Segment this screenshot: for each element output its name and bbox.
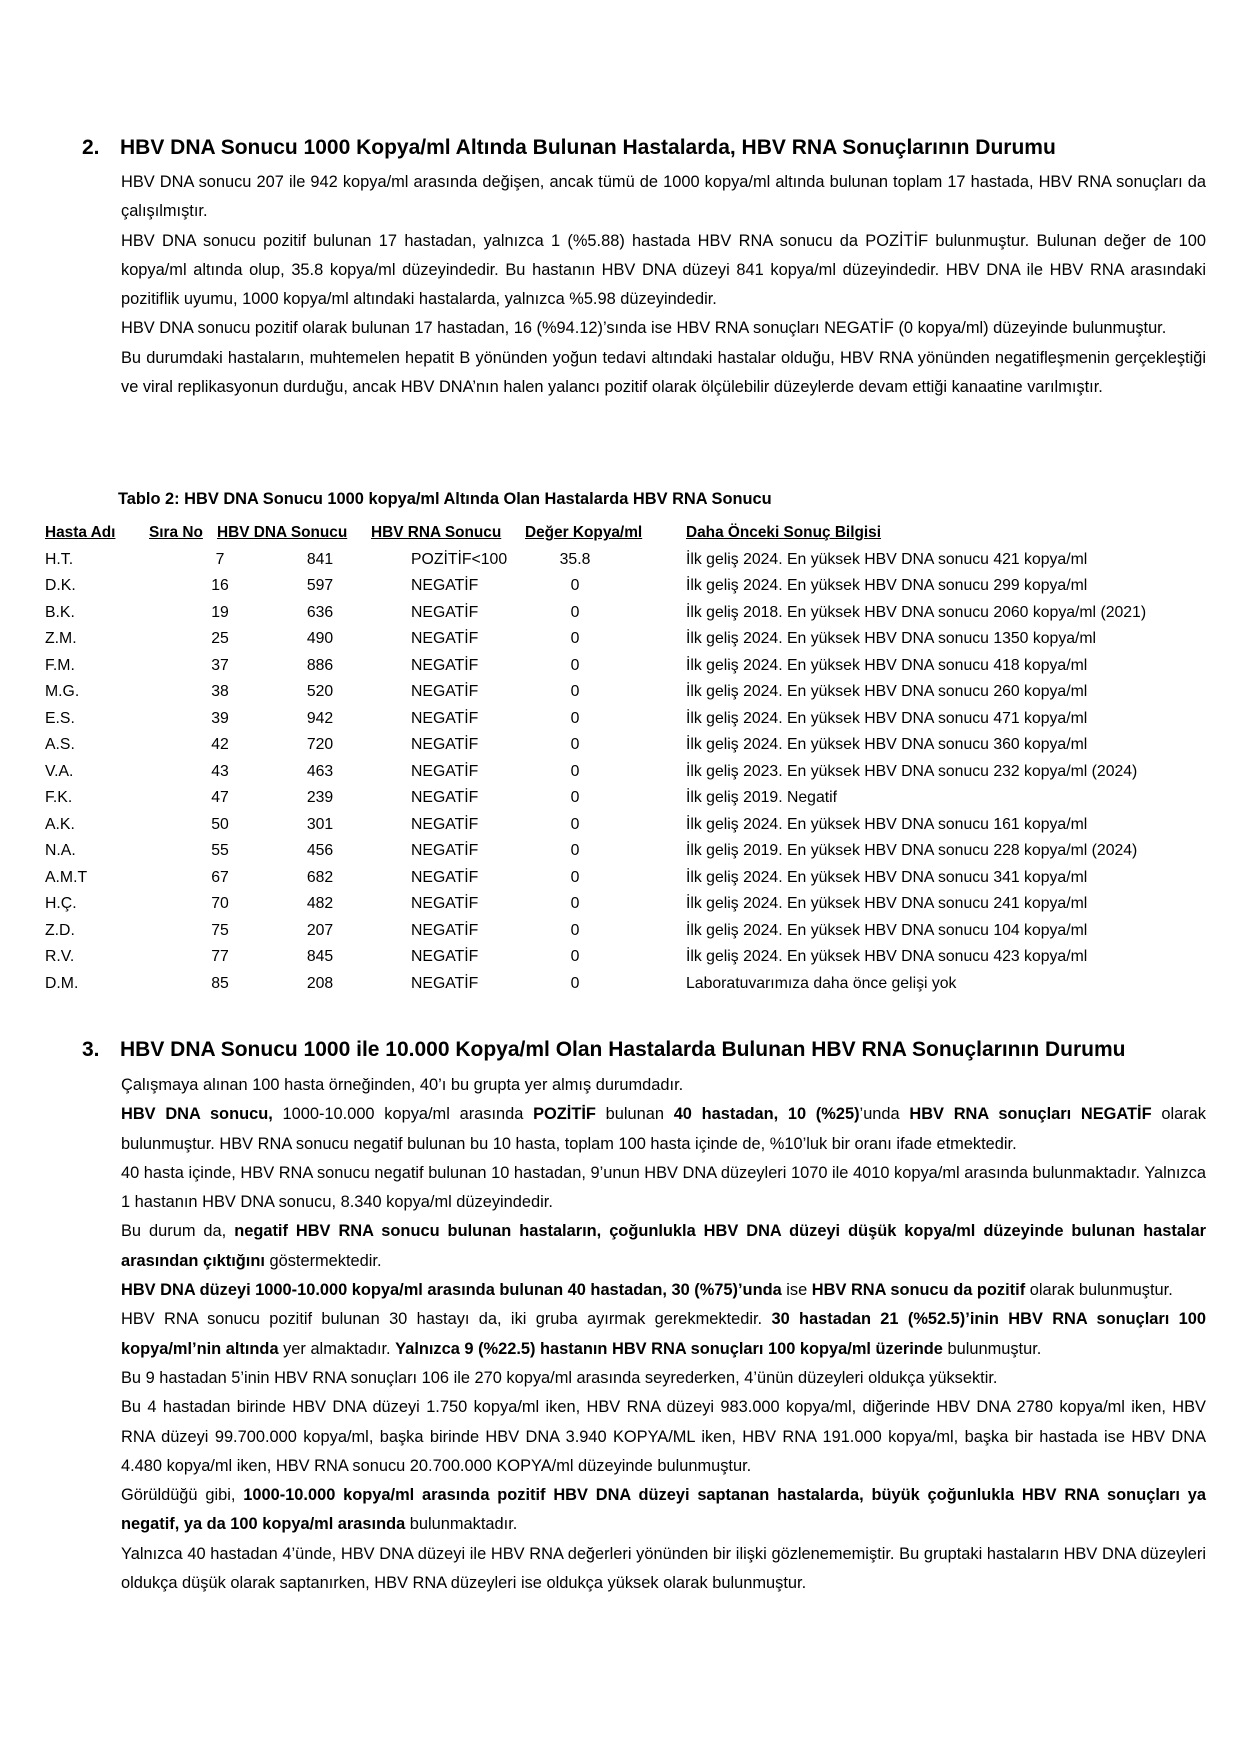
cell-onceki-sonuc: İlk geliş 2023. En yüksek HBV DNA sonucu 232 kopya/ml (2024) [686, 762, 1138, 780]
cell-hbv-rna: NEGATİF [411, 603, 479, 621]
cell-hbv-dna: 886 [306, 656, 334, 674]
cell-sira-no: 47 [211, 789, 229, 806]
cell-hbv-rna: NEGATİF [411, 789, 479, 806]
section-2-heading [82, 136, 1056, 160]
cell-hasta-adi: F.M. [45, 656, 75, 674]
bold-text: HBV DNA sonucu, [121, 1105, 273, 1124]
cell-deger: 0 [570, 868, 580, 886]
cell-hasta-adi: M.G. [45, 683, 80, 700]
table-row [45, 838, 1225, 865]
cell-onceki-sonuc: İlk geliş 2024. En yüksek HBV DNA sonucu 1350 kopya/ml [686, 630, 1097, 647]
cell-deger: 35.8 [559, 550, 591, 568]
cell-hbv-rna: NEGATİF [411, 577, 479, 594]
cell-sira-no: 77 [211, 948, 229, 965]
table-row [45, 547, 1225, 574]
table-header-row [45, 520, 1225, 547]
table-row [45, 653, 1225, 680]
cell-onceki-sonuc: İlk geliş 2024. En yüksek HBV DNA sonucu 104 kopya/ml [686, 921, 1088, 939]
cell-hbv-rna: NEGATİF [411, 630, 479, 647]
cell-deger: 0 [570, 577, 580, 594]
cell-hasta-adi: A.M.T [45, 868, 88, 886]
section-3-paragraph [121, 1305, 1206, 1364]
cell-hbv-dna: 456 [306, 842, 334, 859]
section-3-number: 3. [82, 1038, 100, 1061]
cell-hasta-adi: D.K. [45, 577, 76, 594]
cell-onceki-sonuc: İlk geliş 2019. En yüksek HBV DNA sonucu 228 kopya/ml (2024) [686, 842, 1138, 859]
cell-sira-no: 55 [211, 842, 229, 859]
cell-hasta-adi: A.S. [45, 736, 75, 753]
section-3-body [121, 1071, 1206, 1598]
section-3-paragraph [121, 1100, 1206, 1159]
cell-deger: 0 [570, 656, 580, 674]
cell-hasta-adi: H.Ç. [45, 895, 77, 912]
header-hasta-adi: Hasta Adı [45, 524, 116, 541]
table-body [45, 547, 1225, 998]
text-run: HBV RNA sonucu pozitif bulunan 30 hastayı da, iki gruba ayırmak gerekmektedir. [121, 1310, 772, 1329]
cell-hbv-dna: 482 [306, 895, 334, 912]
table-row [45, 600, 1225, 627]
cell-sira-no: 16 [211, 577, 229, 594]
text-run: olarak bulunmuştur. HBV RNA sonucu negatif bulunan bu 10 hasta, toplam 100 hasta içinde de, %10’luk bir oranı ifade etmektedir. [121, 1105, 1206, 1153]
cell-hbv-rna: NEGATİF [411, 736, 479, 753]
table-row [45, 679, 1225, 706]
cell-sira-no: 39 [211, 709, 229, 727]
cell-sira-no: 75 [211, 921, 229, 939]
cell-sira-no: 38 [211, 683, 229, 700]
table-row [45, 891, 1225, 918]
section-3-paragraph: Bu 9 hastadan 5’inin HBV RNA sonuçları 106 ile 270 kopya/ml arasında seyrederken, 4’ünün düzeyleri oldukça yüksektir. [121, 1368, 998, 1387]
table-row [45, 759, 1225, 786]
text-run: ise [781, 1281, 812, 1300]
cell-hbv-rna: NEGATİF [411, 656, 479, 674]
cell-onceki-sonuc: İlk geliş 2024. En yüksek HBV DNA sonucu 471 kopya/ml [686, 709, 1088, 727]
cell-hbv-dna: 597 [306, 577, 334, 594]
table-row [45, 971, 1225, 998]
cell-onceki-sonuc: İlk geliş 2024. En yüksek HBV DNA sonucu 241 kopya/ml [686, 895, 1088, 912]
cell-sira-no: 70 [211, 895, 229, 912]
cell-hbv-dna: 682 [306, 868, 334, 886]
cell-onceki-sonuc: İlk geliş 2024. En yüksek HBV DNA sonucu 418 kopya/ml [686, 656, 1088, 674]
cell-sira-no: 85 [211, 974, 229, 992]
bold-text: 40 hastadan, 10 (%25) [673, 1105, 860, 1124]
cell-hbv-dna: 239 [306, 789, 334, 806]
cell-hbv-rna: NEGATİF [411, 948, 479, 965]
cell-hbv-rna: NEGATİF [411, 683, 479, 700]
section-2-paragraph: HBV DNA sonucu 207 ile 942 kopya/ml arasında değişen, ancak tümü de 1000 kopya/ml altında bulunan toplam 17 hastada, HBV RNA sonuçları da çalışılmıştır. [121, 173, 1206, 221]
section-2-title: HBV DNA Sonucu 1000 Kopya/ml Altında Bulunan Hastalarda, HBV RNA Sonuçlarının Durumu [120, 136, 1056, 159]
table-row [45, 812, 1225, 839]
cell-hbv-rna: NEGATİF [411, 709, 479, 727]
cell-hasta-adi: Z.D. [45, 921, 75, 939]
cell-onceki-sonuc: İlk geliş 2024. En yüksek HBV DNA sonucu 299 kopya/ml [686, 577, 1088, 594]
cell-hasta-adi: V.A. [45, 762, 74, 780]
section-3-paragraph [121, 1481, 1206, 1540]
table-row [45, 918, 1225, 945]
cell-hasta-adi: F.K. [45, 789, 73, 806]
cell-hbv-rna: NEGATİF [411, 868, 479, 886]
table-row [45, 944, 1225, 971]
cell-hbv-dna: 207 [306, 921, 334, 939]
table-row [45, 865, 1225, 892]
cell-deger: 0 [570, 842, 580, 859]
text-run: Görüldüğü gibi, [121, 1486, 244, 1505]
cell-deger: 0 [570, 709, 580, 727]
cell-onceki-sonuc: İlk geliş 2024. En yüksek HBV DNA sonucu 423 kopya/ml [686, 948, 1088, 965]
section-2-number: 2. [82, 136, 100, 159]
cell-sira-no: 42 [211, 736, 229, 753]
cell-sira-no: 25 [211, 630, 229, 647]
section-2-paragraph: HBV DNA sonucu pozitif bulunan 17 hastadan, yalnızca 1 (%5.88) hastada HBV RNA sonucu da POZİTİF bulunmuştur. Bulunan değer de 100 kopya/ml altında olup, 35.8 kopya/ml düzeyindedir. Bu hastanın HBV DNA düzeyi 841 kopya/ml düzeyindedir. HBV DNA ile HBV RNA arasındaki pozitiflik uyumu, 1000 kopya/ml altındaki hastalarda, yalnızca %5.98 düzeyindedir. [121, 231, 1206, 309]
cell-deger: 0 [570, 895, 580, 912]
bold-text: negatif HBV RNA sonucu bulunan hastaların, çoğunlukla HBV DNA düzeyi düşük kopya/ml düzeyinde bulunan hastalar arasından çıktığını [121, 1222, 1206, 1270]
text-run: Bu durum da, [121, 1222, 235, 1241]
cell-deger: 0 [570, 974, 580, 992]
bold-text: HBV RNA sonucu da pozitif [811, 1281, 1026, 1300]
cell-deger: 0 [570, 921, 580, 939]
text-run: bulunan [595, 1105, 674, 1124]
text-run: yer almaktadır. [278, 1339, 396, 1358]
cell-hasta-adi: B.K. [45, 603, 75, 621]
cell-hasta-adi: N.A. [45, 842, 76, 859]
cell-hasta-adi: A.K. [45, 815, 75, 833]
cell-deger: 0 [570, 630, 580, 647]
section-3-paragraph: Yalnızca 40 hastadan 4’ünde, HBV DNA düzeyi ile HBV RNA değerleri yönünden bir ilişki gözlenememiştir. Bu gruptaki hastaların HBV DNA düzeyleri oldukça düşük olarak saptanırken, HBV RNA düzeyleri ise oldukça yüksek olarak bulunmuştur. [121, 1544, 1206, 1593]
header-onceki-sonuc: Daha Önceki Sonuç Bilgisi [686, 524, 881, 541]
section-3-paragraph [121, 1276, 1206, 1305]
cell-deger: 0 [570, 815, 580, 833]
section-3-paragraph: Çalışmaya alınan 100 hasta örneğinden, 40’ı bu grupta yer almış durumdadır. [121, 1076, 684, 1094]
header-sira-no: Sıra No [149, 524, 203, 541]
text-run: olarak bulunmuştur. [1025, 1281, 1173, 1300]
cell-hbv-dna: 490 [306, 630, 334, 647]
cell-deger: 0 [570, 603, 580, 621]
cell-hasta-adi: Z.M. [45, 630, 77, 647]
cell-hbv-rna: NEGATİF [411, 842, 479, 859]
cell-hbv-dna: 463 [306, 762, 334, 780]
cell-deger: 0 [570, 736, 580, 753]
cell-hbv-dna: 845 [306, 948, 334, 965]
table-row [45, 706, 1225, 733]
cell-hbv-dna: 942 [306, 709, 334, 727]
text-run: bulunmuştur. [942, 1339, 1042, 1358]
section-3-heading [82, 1038, 1126, 1062]
cell-hbv-rna: NEGATİF [411, 974, 479, 992]
table-row [45, 626, 1225, 653]
results-table [45, 520, 1225, 997]
bold-text: HBV DNA düzeyi 1000-10.000 kopya/ml arasında bulunan 40 hastadan, 30 (%75)’unda [121, 1281, 782, 1300]
cell-onceki-sonuc: İlk geliş 2024. En yüksek HBV DNA sonucu 260 kopya/ml [686, 683, 1088, 700]
cell-deger: 0 [570, 948, 580, 965]
cell-onceki-sonuc: İlk geliş 2024. En yüksek HBV DNA sonucu 341 kopya/ml [686, 868, 1088, 886]
cell-onceki-sonuc: İlk geliş 2024. En yüksek HBV DNA sonucu 360 kopya/ml [686, 736, 1088, 753]
cell-onceki-sonuc: İlk geliş 2024. En yüksek HBV DNA sonucu 421 kopya/ml [686, 550, 1088, 568]
cell-sira-no: 50 [211, 815, 229, 833]
section-3-paragraph: 40 hasta içinde, HBV RNA sonucu negatif bulunan 10 hastadan, 9’unun HBV DNA düzeyleri 1070 ile 4010 kopya/ml arasında bulunmaktadır. Yalnızca 1 hastanın HBV DNA sonucu, 8.340 kopya/ml düzeyindedir. [121, 1163, 1206, 1212]
cell-onceki-sonuc: İlk geliş 2024. En yüksek HBV DNA sonucu 161 kopya/ml [686, 815, 1088, 833]
cell-hasta-adi: R.V. [45, 948, 75, 965]
cell-sira-no: 43 [211, 762, 229, 780]
text-run: ’unda [859, 1105, 910, 1124]
cell-onceki-sonuc: İlk geliş 2019. Negatif [686, 789, 838, 806]
header-deger: Değer Kopya/ml [525, 524, 643, 541]
cell-hbv-rna: NEGATİF [411, 815, 479, 833]
cell-hasta-adi: D.M. [45, 974, 79, 992]
section-3-title: HBV DNA Sonucu 1000 ile 10.000 Kopya/ml Olan Hastalarda Bulunan HBV RNA Sonuçlarının Durumu [120, 1038, 1126, 1061]
text-run: bulunmaktadır. [405, 1515, 518, 1534]
table-caption: Tablo 2: HBV DNA Sonucu 1000 kopya/ml Altında Olan Hastalarda HBV RNA Sonucu [118, 490, 772, 508]
cell-sira-no: 37 [211, 656, 229, 674]
cell-deger: 0 [570, 789, 580, 806]
section-3-paragraph: Bu 4 hastadan birinde HBV DNA düzeyi 1.750 kopya/ml iken, HBV RNA düzeyi 983.000 kopya/ml, diğerinde HBV DNA 2780 kopya/ml iken, HBV RNA düzeyi 99.700.000 kopya/ml, başka birinde HBV DNA 3.940 KOPYA/ML iken, HBV RNA 191.000 kopya/ml, başka bir hastada ise HBV DNA 4.480 kopya/ml iken, HBV RNA sonucu 20.700.000 KOPYA/ml düzeyinde bulunmuştur. [121, 1398, 1206, 1475]
cell-hbv-dna: 720 [306, 736, 334, 753]
bold-text: POZİTİF [533, 1105, 596, 1124]
header-hbv-dna: HBV DNA Sonucu [217, 524, 348, 541]
table-row [45, 785, 1225, 812]
text-run: göstermektedir. [264, 1251, 382, 1270]
cell-sira-no: 67 [211, 868, 229, 886]
cell-hbv-dna: 636 [306, 603, 334, 621]
table-row [45, 573, 1225, 600]
cell-hbv-rna: NEGATİF [411, 921, 479, 939]
cell-deger: 0 [570, 762, 580, 780]
cell-hbv-dna: 301 [306, 815, 334, 833]
table-row [45, 732, 1225, 759]
cell-hbv-rna: NEGATİF [411, 762, 479, 780]
section-2-body [121, 168, 1206, 402]
cell-hbv-dna: 208 [306, 974, 334, 992]
cell-deger: 0 [570, 683, 580, 700]
header-hbv-rna: HBV RNA Sonucu [371, 524, 502, 541]
cell-hasta-adi: E.S. [45, 709, 75, 727]
cell-hasta-adi: H.T. [45, 550, 74, 568]
cell-onceki-sonuc: Laboratuvarımıza daha önce gelişi yok [686, 974, 957, 992]
cell-hbv-rna: NEGATİF [411, 895, 479, 912]
section-3-paragraph [121, 1217, 1206, 1276]
bold-text: 30 hastadan 21 (%52.5)’inin HBV RNA sonuçları 100 kopya/ml’nin altında [121, 1310, 1206, 1358]
cell-hbv-dna: 841 [306, 550, 334, 568]
cell-sira-no: 19 [211, 603, 229, 621]
text-run: 1000-10.000 kopya/ml arasında [272, 1105, 534, 1124]
section-2-paragraph: HBV DNA sonucu pozitif olarak bulunan 17 hastadan, 16 (%94.12)’sında ise HBV RNA sonuçları NEGATİF (0 kopya/ml) düzeyinde bulunmuştur. [121, 319, 1167, 338]
bold-text: 1000-10.000 kopya/ml arasında pozitif HBV DNA düzeyi saptanan hastalarda, büyük çoğunlukla HBV RNA sonuçları ya negatif, ya da 100 kopya/ml arasında [121, 1486, 1206, 1534]
bold-text: Yalnızca 9 (%22.5) hastanın HBV RNA sonuçları 100 kopya/ml üzerinde [395, 1339, 943, 1358]
cell-sira-no: 7 [215, 550, 225, 568]
section-2-paragraph: Bu durumdaki hastaların, muhtemelen hepatit B yönünden yoğun tedavi altındaki hastalar olduğu, HBV RNA yönünden negatifleşmenin gerçekleştiği ve viral replikasyonun durduğu, ancak HBV DNA’nın halen yalancı pozitif olarak ölçülebilir düzeylerde devam ettiği kanaatine varılmıştır. [121, 348, 1206, 397]
bold-text: HBV RNA sonuçları NEGATİF [909, 1105, 1152, 1124]
cell-onceki-sonuc: İlk geliş 2018. En yüksek HBV DNA sonucu 2060 kopya/ml (2021) [686, 603, 1147, 621]
cell-hbv-dna: 520 [306, 683, 334, 700]
cell-hbv-rna: POZİTİF<100 [411, 550, 508, 568]
